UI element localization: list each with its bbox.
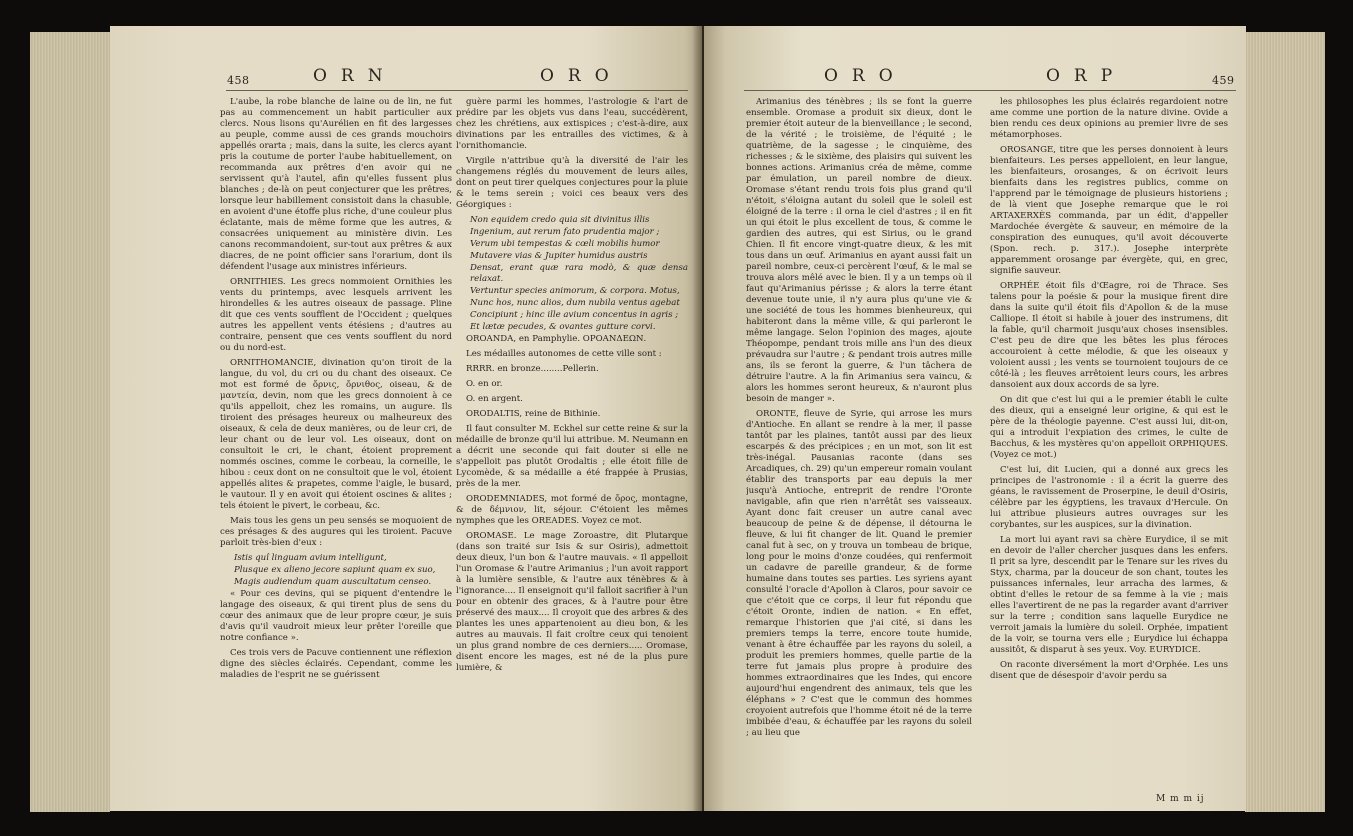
verse-line: Istis quî linguam avium intelligunt,	[234, 553, 387, 563]
page-number-left: 458	[227, 74, 250, 87]
verse-line: Verum ubi tempestas & cœli mobilis humor	[470, 239, 660, 249]
text-paragraph: ORONTE, fleuve de Syrie, qui arrose les murs d'Antioche. En allant se rendre à la mer, il passe tantôt par les plaines, tantôt aussi par des lieux escarpés & des précipices ; en un mot, son lit est très-inégal. Pausanias raconte (dans ses Arcadiques, ch. 29) qu'un empereur romain voulant établir des transports par eau depuis la mer jusqu'à Antioche, entreprit de rendre l'Oronte navigable, afin que rien n'arrêtât ses vaisseaux. Ayant donc fait creuser un autre canal avec beaucoup de peine & de dépense, il détourna le fleuve, & lui fit changer de lit. Quand le premier canal fut à sec, on y trouva un tombeau de brique, long pour le moins d'onze coudées, qui renfermoit un cadavre de pareille grandeur, & de forme humaine dans toutes ses parties. Les syriens ayant consulté l'oracle d'Apollon à Claros, pour savoir ce que c'étoit que ce corps, il leur fut répondu que c'étoit Oronte, indien de nation. « En effet, remarque l'historien que j'ai cité, si dans les premiers temps la terre, encore toute humide, venant à être échauffée par les rayons du soleil, a produit les premiers hommes, quelle partie de la terre fut jamais plus propre à produire des hommes extraordinaires que les Indes, qui encore aujourd'hui engendrent des animaux, tels que les éléphans » ? C'est que le commun des hommes croyoient autrefois que l'homme étoit né de la terre imbibée d'eau, & échauffée par les rayons du soleil ; au lieu que	[746, 409, 972, 738]
text-paragraph: Mais tous les gens un peu sensés se moquoient de ces présages & des augures qui les tiroient. Pacuve parloit très-bien d'eux :	[220, 516, 452, 548]
text-paragraph: Arimanius des ténèbres ; ils se font la guerre ensemble. Oromase a produit six dieux, dont le premier étoit auteur de la bienveillance ; le second, de la vérité ; le troisième, de l'équité ; le quatrième, de la sagesse ; le cinquième, des richesses ; & le sixième, des plaisirs qui suivent les bonnes actions. Arimanius créa de même, comme par émulation, un pareil nombre de dieux. Oromase s'étant rendu trois fois plus grand qu'il n'étoit, s'éloigna autant du soleil que le soleil est éloigné de la terre : il orna le ciel d'astres ; il en fit un qui étoit le plus excellent de tous, & comme le gardien des autres, qui est Sirius, ou le grand Chien. Il fit encore vingt-quatre dieux, & les mit tous dans un œuf. Arimanius en ayant aussi fait un pareil nombre, ceux-ci percèrent l'œuf, & le mal se trouva alors mêlé avec le bien. Il y a un temps où il faut qu'Arimanius périsse ; & alors la terre étant devenue toute unie, il n'y aura plus qu'une vie & une société de tous les hommes bienheureux, qui habiteront dans la même ville, & qui parleront le même langage. Selon l'opinion des mages, ajoute Théopompe, pendant trois mille ans l'un des dieux prévaudra sur l'autre ; & pendant trois autres mille ans, ils se feront la guerre, & l'un tâchera de détruire l'autre. A la fin Arimanius sera vaincu, & alors les hommes seront heureux, & n'auront plus besoin de manger ».	[746, 97, 972, 404]
right-page-column-2	[990, 97, 1228, 787]
verse-line: Magis audiendum quam auscultatum censeo.	[234, 577, 432, 587]
text-paragraph: On raconte diversément la mort d'Orphée. Les uns disent que de désespoir d'avoir perdu sa	[990, 660, 1228, 681]
text-paragraph: « Pour ces devins, qui se piquent d'entendre le langage des oiseaux, & qui tirent plus de sens du cœur des animaux que de leur propre cœur, je suis d'avis qu'il vaudroit mieux leur prêter l'oreille que notre confiance ».	[220, 589, 452, 643]
running-head-left-1: ORN	[313, 66, 397, 86]
text-paragraph: Virgile n'attribue qu'à la diversité de l'air les changemens réglés du mouvement de leurs ailes, dont on peut tirer quelques conjectures pour la pluie & le tems serein ; voici ces beaux vers des Géorgiques :	[456, 156, 688, 210]
text-paragraph: C'est lui, dit Lucien, qui a donné aux grecs les principes de l'astronomie : il a écrit la guerre des géans, le ravissement de Proserpine, le deuil d'Osiris, célèbre par les égyptiens, les travaux d'Hercule. On lui attribue plusieurs autres ouvrages sur les corybantes, sur les auspices, sur la divination.	[990, 465, 1228, 530]
text-paragraph: O. en argent.	[466, 394, 523, 404]
text-paragraph: ORODEMNIADES, mot formé de ὄρος, montagne, & de δέμνιον, lit, séjour. C'étoient les mêmes nymphes que les OREADES. Voyez ce mot.	[456, 494, 688, 526]
catchword: M m m ij	[1156, 794, 1205, 804]
left-page-column-2	[456, 97, 688, 787]
verse-line: Concipiunt ; hinc ille avium concentus in agris ;	[470, 310, 679, 320]
text-paragraph: Ces trois vers de Pacuve contiennent une réflexion digne des siècles éclairés. Cependant, comme les maladies de l'esprit ne se guérissent	[220, 648, 452, 680]
text-paragraph: ORPHÉE étoit fils d'Œagre, roi de Thrace. Ses talens pour la poésie & pour la musique firent dire dans la suite qu'il étoit fils d'Apollon & de la muse Calliope. Il étoit si habile à jouer des instrumens, dit la fable, qu'il charmoit jusqu'aux choses insensibles. C'est peu de dire que les bêtes les plus féroces accouroient à cette mélodie, & que les oiseaux y voloient aussi ; les vents se tournoient toujours de ce côté-là ; les fleuves arrêtoient leurs cours, les arbres dansoient aux doux accords de sa lyre.	[990, 281, 1228, 390]
left-page	[110, 26, 702, 811]
right-page	[704, 26, 1246, 811]
text-paragraph: La mort lui ayant ravi sa chère Eurydice, il se mit en devoir de l'aller chercher jusques dans les enfers. Il prit sa lyre, descendit par le Tenare sur les rives du Styx, charma, par la douceur de son chant, toutes les puissances infernales, leur arracha des larmes, & obtint d'elles le retour de sa femme à la vie ; mais elles l'avertirent de ne pas la regarder avant d'arriver sur la terre ; condition sans laquelle Eurydice ne verroit jamais la lumière du soleil. Orphée, impatient de la voir, se tourna vers elle ; Eurydice lui échappa aussitôt, & disparut à ses yeux. Voy. EURYDICE.	[990, 535, 1228, 655]
text-paragraph: guère parmi les hommes, l'astrologie & l'art de prédire par les objets vus dans l'eau, succédèrent, chez les chrétiens, aux extispices ; c'est-à-dire, aux divinations par les entrailles des victimes, & à l'ornithomancie.	[456, 97, 688, 151]
text-paragraph: OROMASE. Le mage Zoroastre, dit Plutarque (dans son traité sur Isis & sur Osiris), admettoit deux dieux, l'un bon & l'autre mauvais. « Il appelloit l'un Oromase & l'autre Arimanius ; l'un avoit rapport à la lumière sensible, & l'autre aux ténèbres & à l'ignorance.... Il enseignoit qu'il falloit sacrifier à l'un pour en obtenir des graces, & à l'autre pour être préservé des maux.... Il croyoit que des arbres & des plantes les unes appartenoient au dieu bon, & les autres au mauvais. Il fait croître ceux qui tenoient un plus grand nombre de ces derniers..... Oromase, disent encore les mages, est né de la plus pure lumière, &	[456, 531, 688, 673]
text-paragraph: RRRR. en bronze........Pellerin.	[466, 364, 599, 374]
text-paragraph: les philosophes les plus éclairés regardoient notre ame comme une portion de la nature divine. Ovide a bien rendu ces deux opinions au premier livre de ses métamorphoses.	[990, 97, 1228, 140]
running-head-right-2: ORP	[1046, 66, 1127, 86]
left-page-column-1	[220, 97, 452, 787]
verse-line: Non equidem credo quia sit divinitus illis	[470, 215, 650, 225]
header-rule-left	[226, 90, 688, 91]
right-page-column-1	[746, 97, 972, 787]
text-paragraph: Les médailles autonomes de cette ville sont :	[466, 349, 662, 359]
verse-line: Nunc hos, nunc alios, dum nubila ventus agebat	[470, 298, 680, 308]
text-paragraph: ORODALTIS, reine de Bithinie.	[466, 409, 601, 419]
text-paragraph: OROSANGE, titre que les perses donnoient à leurs bienfaiteurs. Les perses appelloient, en leur langue, les bienfaiteurs, orosanges, & on écrivoit leurs bienfaits dans les registres publics, comme on l'apprend par le témoignage de plusieurs historiens ; de là vient que Josephe remarque que le roi ARTAXERXÈS commanda, par un édit, d'appeller Mardochée évergète & sauveur, en mémoire de la conspiration des eunuques, qu'il avoit découverte (Spon. rech. p. 317.). Josephe interprète apparemment orosange par évergète, qui, en grec, signifie sauveur.	[990, 145, 1228, 276]
verse-line: Et lætæ pecudes, & ovantes gutture corvi.	[470, 322, 656, 332]
verse-line: Vertuntur species animorum, & corpora. Motus,	[470, 286, 680, 296]
header-rule-right	[744, 90, 1236, 91]
verse-line: Mutavere vias & Jupiter humidus austris	[470, 251, 648, 261]
running-head-right-1: ORO	[824, 66, 907, 86]
verse-line: Ingenium, aut rerum fato prudentia major ;	[470, 227, 660, 237]
text-paragraph: OROANDA, en Pamphylie. ΟΡΟΑΝΔΕΩΝ.	[466, 334, 647, 344]
text-paragraph: O. en or.	[466, 379, 503, 389]
text-paragraph: ORNITHIES. Les grecs nommoient Ornithies les vents du printemps, avec lesquels arrivent les hirondelles & les autres oiseaux de passage. Pline dit que ces vents soufflent de l'Occident ; quelques autres les appellent vents étésiens ; d'autres au contraire, pensent que ces vents soufflent du nord ou du nord-est.	[220, 277, 452, 353]
running-head-left-2: ORO	[540, 66, 623, 86]
verse-line: Densat, erant quæ rara modò, & quæ densa relaxat.	[470, 263, 688, 284]
verse-line: Plusque ex alieno jecore sapiunt quam ex suo,	[234, 565, 436, 575]
page-number-right: 459	[1212, 74, 1235, 87]
text-paragraph: Il faut consulter M. Eckhel sur cette reine & sur la médaille de bronze qu'il lui attribue. M. Neumann en a décrit une seconde qui fait douter si elle ne s'appelloit pas plutôt Orodaltis ; elle étoit fille de Lycomède, & sa médaille a été frappée à Prusias, près de la mer.	[456, 424, 688, 489]
text-paragraph: On dit que c'est lui qui a le premier établi le culte des dieux, qui a enseigné leur origine, & qui est le père de la théologie payenne. C'est aussi lui, dit-on, qui a introduit l'expiation des crimes, le culte de Bacchus, & les mystères qu'on appelloit ORPHIQUES. (Voyez ce mot.)	[990, 395, 1228, 460]
text-paragraph: ORNITHOMANCIE, divination qu'on tiroit de la langue, du vol, du cri ou du chant des oiseaux. Ce mot est formé de ὄρνις, ὄρνιθος, oiseau, & de μαντεία, devin, nom que les grecs donnoient à ce qu'ils appelloit, chez les romains, un augure. Ils tiroient des présages heureux ou malheureux des oiseaux, & cela de deux manières, ou de leur cri, de leur chant ou de leur vol. Les oiseaux, dont on consultoit le cri, le chant, étoient proprement nommés oscines, comme le corbeau, la corneille, le hibou : ceux dont on ne consultoit que le vol, étoient appellés alites & prapetes, comme l'aigle, le busard, le vautour. Il y en avoit qui étoient oscines & alites ; tels étoient le pivert, le corbeau, &c.	[220, 358, 452, 511]
text-paragraph: L'aube, la robe blanche de laine ou de lin, ne fut pas au commencement un habit particulier aux clercs. Nous lisons qu'Aurélien en fit des largesses au peuple, comme aussi de ces grands mouchoirs appellés orarta ; mais, dans la suite, les clercs ayant pris la coutume de porter l'aube habituellement, on recommanda aux prêtres d'en avoir qui ne servissent qu'à l'autel, afin qu'elles fussent plus blanches ; de-là on peut conjecturer que les prêtres, lorsque leur habillement consistoit dans la chasuble, en avoient d'une étoffe plus riche, d'une couleur plus éclatante, mais de même forme que les autres, & consacrées uniquement au ministère divin. Les canons recommandoient, sur-tout aux prêtres & aux diacres, de ne point officier sans l'orarium, dont ils défendent l'usage aux ministres inférieurs.	[220, 97, 452, 272]
